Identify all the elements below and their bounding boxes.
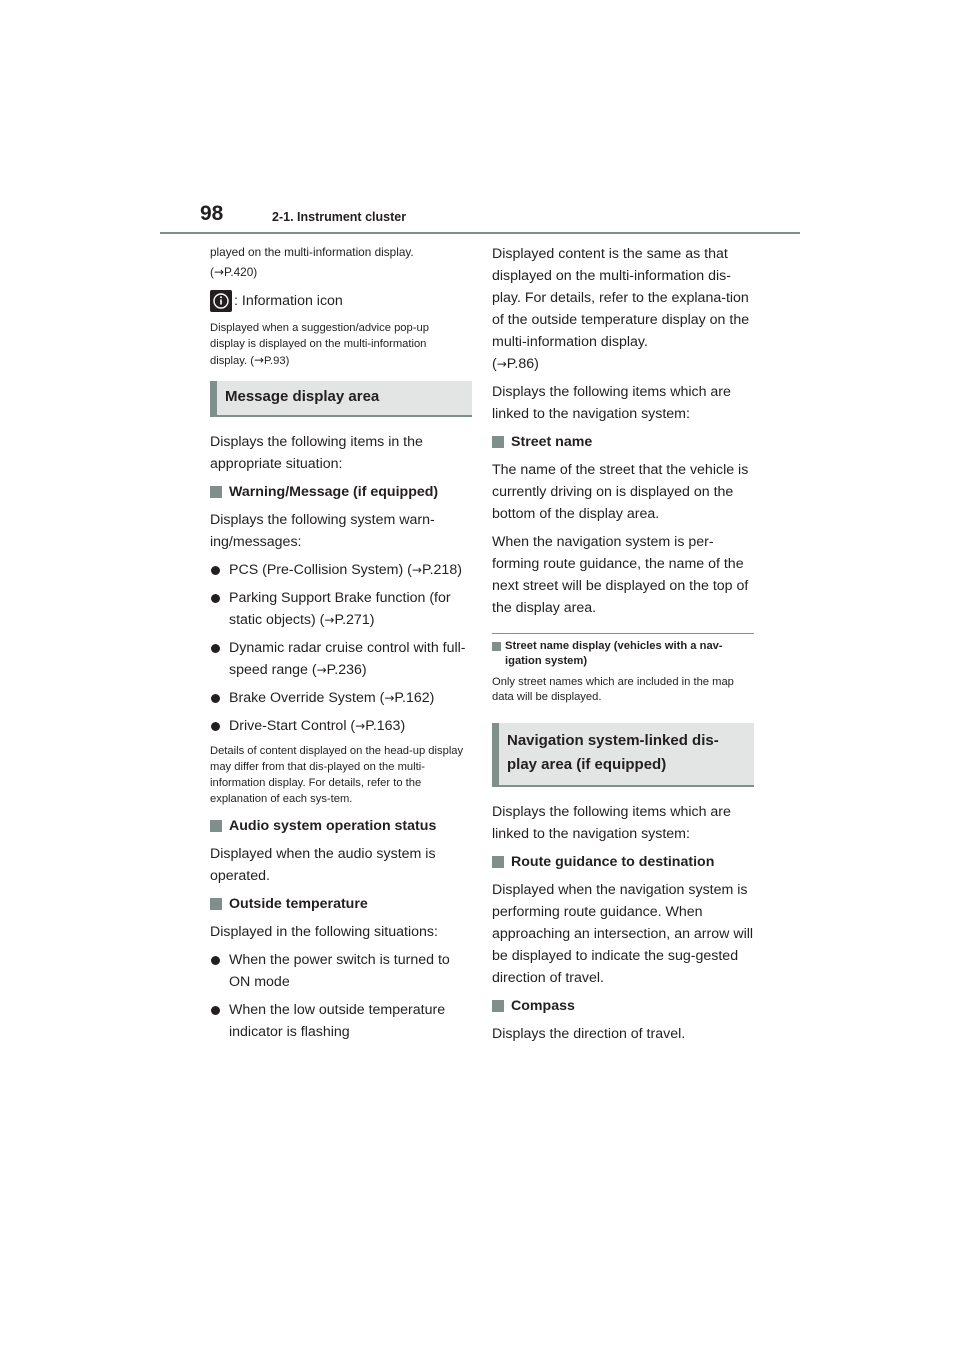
bullet-icon (211, 956, 220, 965)
bullet-icon (211, 644, 220, 653)
information-icon (210, 290, 232, 312)
bullet-icon (211, 566, 220, 575)
square-bullet-icon (210, 820, 222, 832)
page-number: 98 (200, 202, 224, 225)
same-content-text: Displayed content is the same as that displayed on the multi-information dis-play. For details, refer to the explana-tion of the outside temperature display on the multi-information display. (→P.86) (492, 246, 750, 372)
page-ref[interactable]: P.86) (506, 356, 539, 372)
arrow-icon: → (213, 264, 224, 279)
list-item: Dynamic radar cruise control with full-speed range (→P.236) (210, 637, 472, 681)
info-description: Displayed when a suggestion/advice pop-up display is displayed on the multi-information display. (→P.93) (210, 322, 429, 367)
heading-message-display-area: Message display area (210, 381, 472, 417)
compass-text: Displays the direction of travel. (492, 1026, 686, 1042)
audio-text: Displayed when the audio system is operated. (210, 846, 436, 884)
page-ref[interactable]: P.236) (326, 662, 367, 678)
square-bullet-icon (492, 642, 501, 651)
outside-temperature-text: Displayed in the following situations: (210, 924, 438, 940)
compass-heading: Compass (492, 995, 754, 1017)
arrow-icon: → (496, 357, 507, 371)
bullet-icon (211, 1006, 220, 1015)
list-item: When the low outside temperature indicator is flashing (210, 999, 472, 1043)
info-icon-label: : Information icon (234, 293, 343, 309)
details-note: Details of content displayed on the head-up display may differ from that dis-played on the multi-information display. For details, refer to the explanation of each sys-tem. (210, 745, 464, 805)
page-ref[interactable]: P.420) (224, 264, 258, 279)
list-item: PCS (Pre-Collision System) (→P.218) (210, 559, 472, 581)
left-column (210, 243, 472, 1049)
arrow-icon: → (384, 691, 395, 705)
nav-intro: Displays the following items which are linked to the navigation system: (492, 384, 731, 422)
list-item: Drive-Start Control (→P.163) (210, 715, 472, 737)
list-item: Brake Override System (→P.162) (210, 687, 472, 709)
arrow-icon: → (355, 719, 366, 733)
page-header (160, 196, 800, 236)
message-intro: Displays the following items in the appropriate situation: (210, 434, 423, 472)
info-icon-row (210, 290, 472, 312)
header-rule (160, 232, 800, 234)
square-bullet-icon (492, 1000, 504, 1012)
route-guidance-text: Displayed when the navigation system is performing route guidance. When approaching an intersection, an arrow will be displayed to indicate the sug-gested direction of travel. (492, 882, 754, 986)
street-name-heading: Street name (492, 431, 754, 453)
arrow-icon: → (411, 563, 422, 577)
street-note-text: Only street names which are included in the map data will be displayed. (492, 676, 734, 703)
street-guidance-text: When the navigation system is per-forming route guidance, the name of the next street will be displayed on the top of the display area. (492, 534, 749, 616)
audio-heading: Audio system operation status (210, 815, 472, 837)
bullet-icon (211, 722, 220, 731)
warning-heading: Warning/Message (if equipped) (210, 481, 472, 503)
square-bullet-icon (492, 436, 504, 448)
route-guidance-heading: Route guidance to destination (492, 851, 754, 873)
section-title: 2-1. Instrument cluster (272, 210, 407, 224)
arrow-icon: → (316, 663, 327, 677)
page-ref[interactable]: P.163) (365, 718, 406, 734)
page-ref[interactable]: P.271) (334, 612, 375, 628)
warning-text: Displays the following system warn-ing/messages: (210, 512, 435, 550)
bullet-icon (211, 694, 220, 703)
note-divider (492, 633, 754, 634)
outside-temperature-heading: Outside temperature (210, 893, 472, 915)
page-ref[interactable]: P.93) (264, 355, 290, 367)
intro-text: played on the multi-information display. (→P.420) (210, 245, 414, 279)
street-note-heading: Street name display (vehicles with a nav-igation system) (492, 639, 754, 669)
heading-navigation-linked-display-area: Navigation system-linked dis-play area (if equipped) (492, 723, 754, 787)
arrow-icon: → (253, 353, 264, 367)
street-name-text: The name of the street that the vehicle is currently driving on is displayed on the bottom of the display area. (492, 462, 749, 522)
nav-intro-2: Displays the following items which are linked to the navigation system: (492, 804, 731, 842)
square-bullet-icon (210, 898, 222, 910)
right-column (492, 243, 754, 1051)
list-item: Parking Support Brake function (for static objects) (→P.271) (210, 587, 472, 631)
square-bullet-icon (492, 856, 504, 868)
square-bullet-icon (210, 486, 222, 498)
page-ref[interactable]: P.218) (421, 562, 462, 578)
page-ref[interactable]: P.162) (394, 690, 435, 706)
arrow-icon: → (324, 613, 335, 627)
bullet-icon (211, 594, 220, 603)
list-item: When the power switch is turned to ON mode (210, 949, 472, 993)
